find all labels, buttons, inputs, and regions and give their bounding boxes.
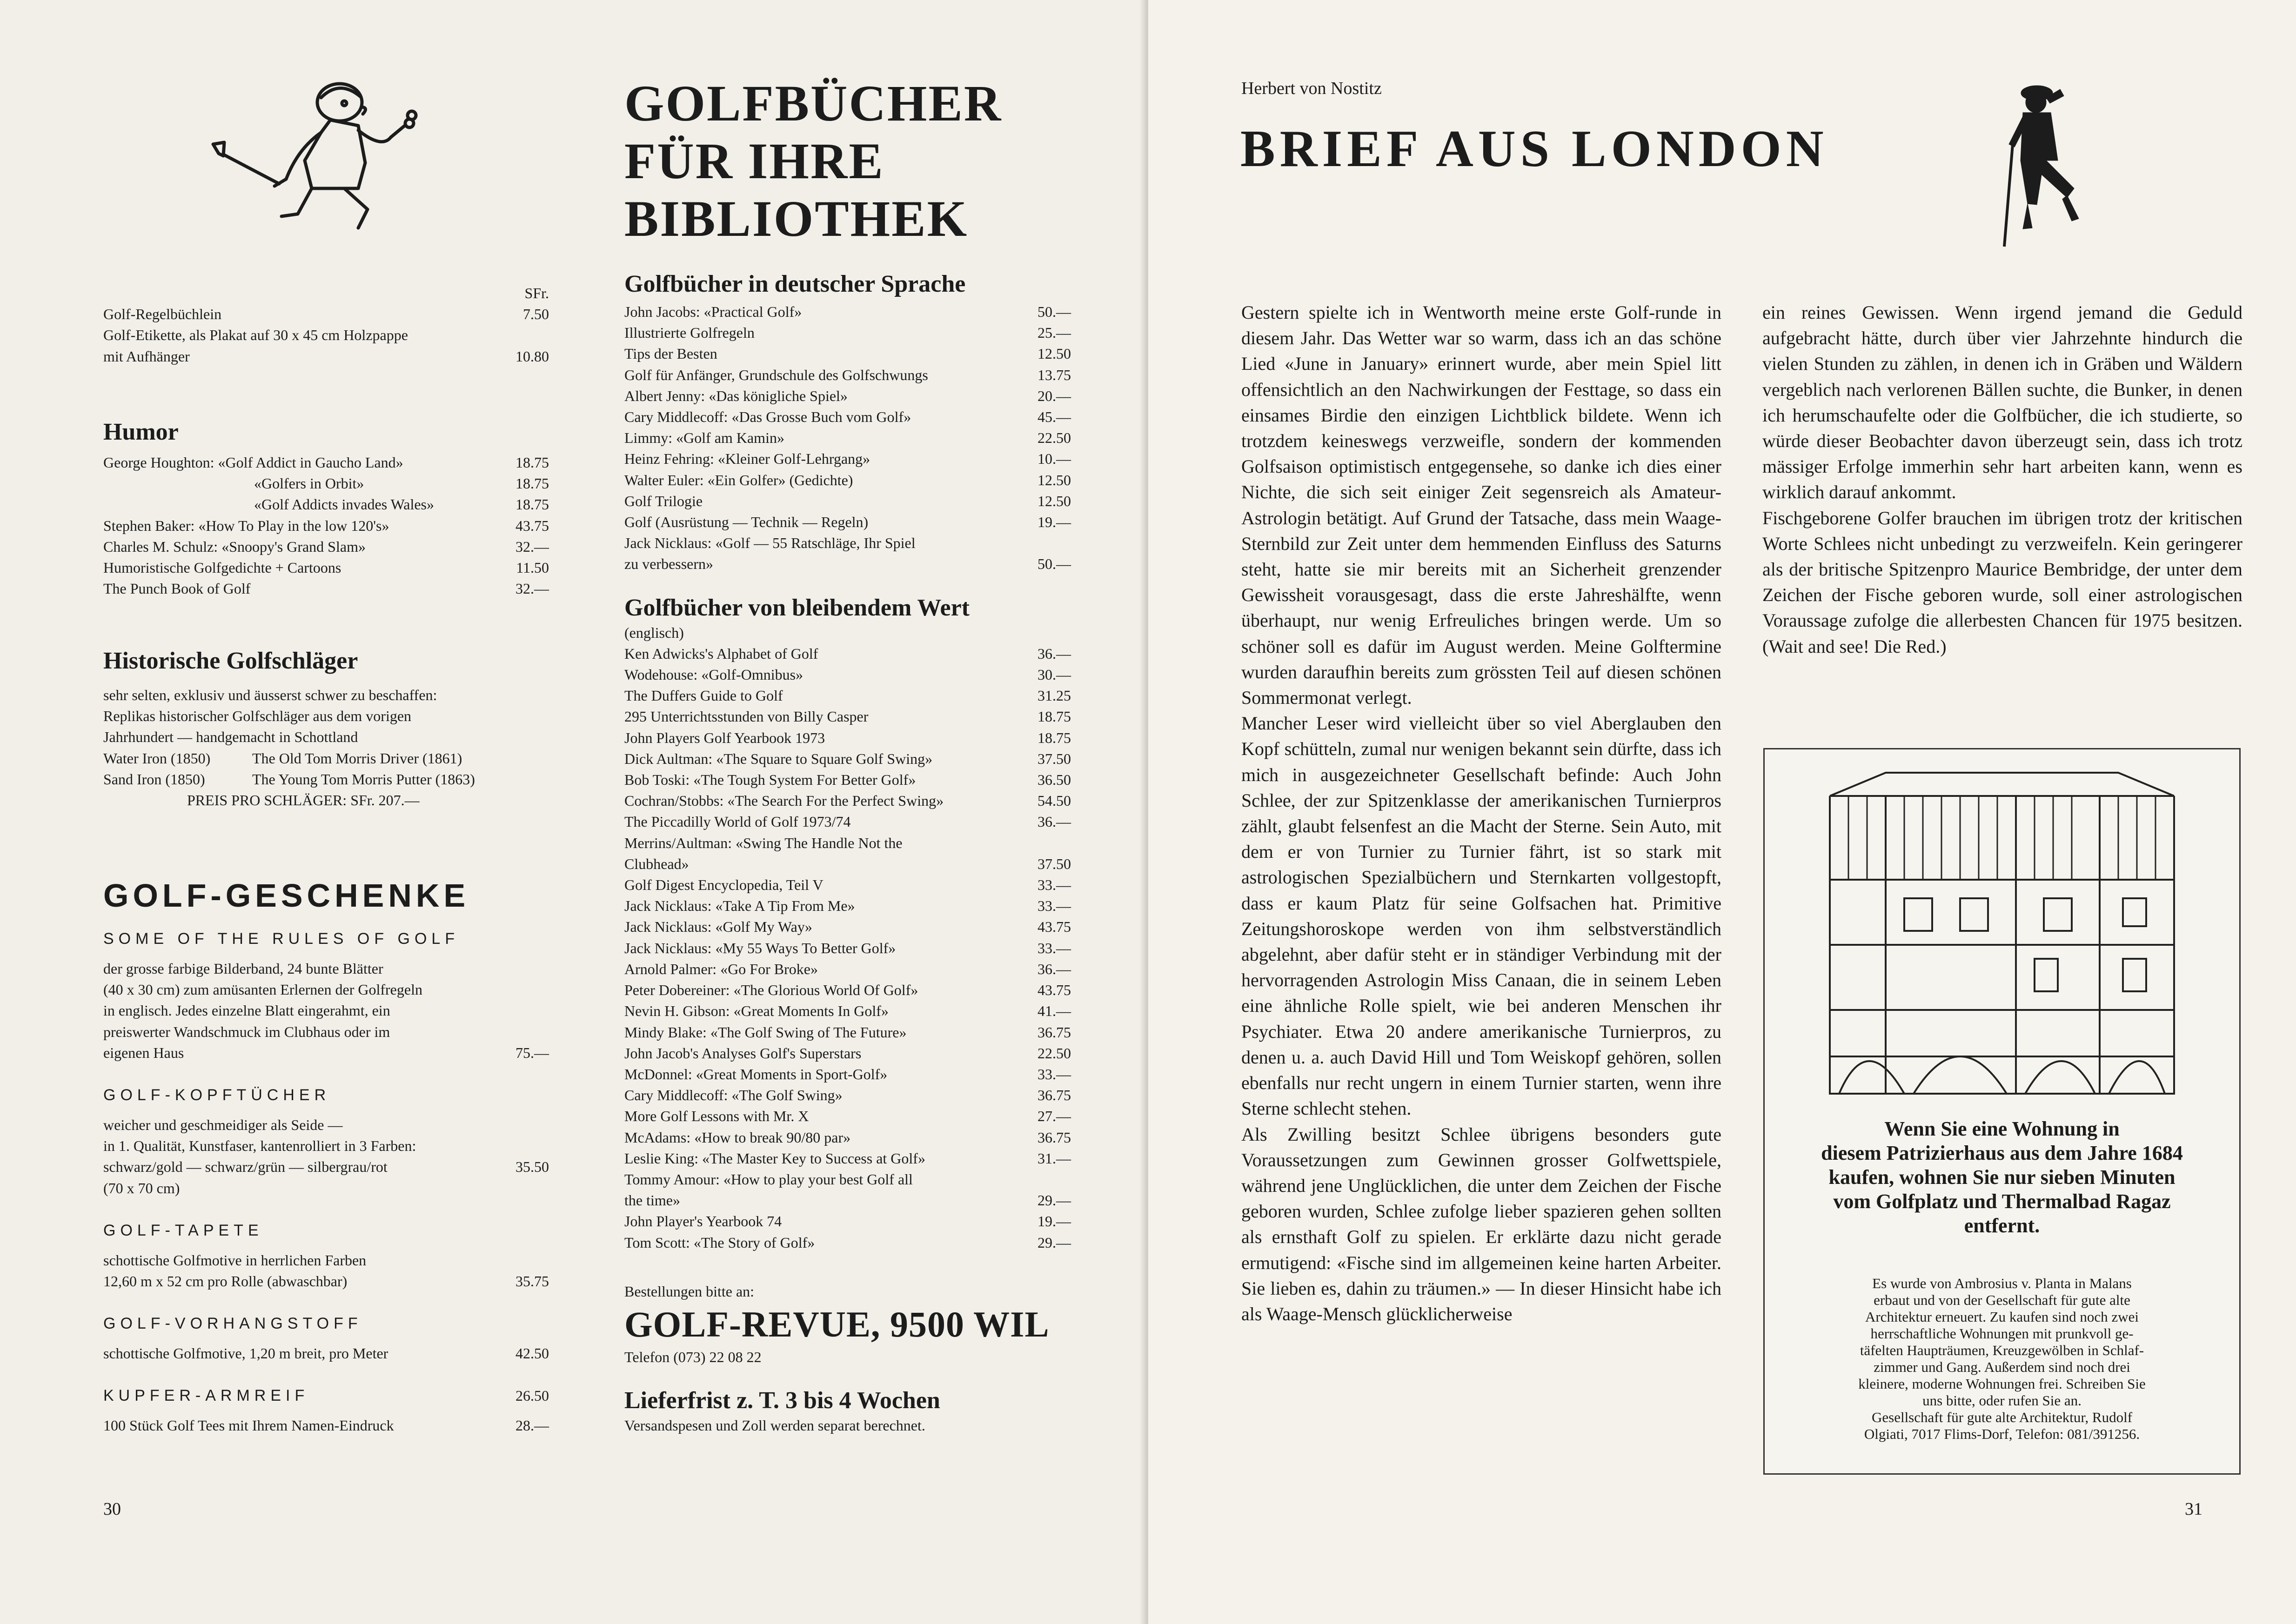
item-name: Cary Middlecoff: «The Golf Swing» bbox=[624, 1087, 843, 1104]
list-item bbox=[624, 790, 1071, 811]
page-number-right: 31 bbox=[2185, 1499, 2202, 1519]
list-item bbox=[624, 685, 1071, 706]
patrician-house-illustration bbox=[1821, 768, 2183, 1103]
item-price: 43.75 bbox=[1038, 982, 1071, 999]
text-line-row bbox=[103, 1271, 549, 1292]
list-item bbox=[624, 491, 1071, 512]
text-line: weicher und geschmeidiger als Seide — bbox=[103, 1116, 343, 1134]
item-price: 43.75 bbox=[1038, 918, 1071, 936]
item-price: 12.50 bbox=[1038, 492, 1071, 509]
item-price: 36.75 bbox=[1038, 1087, 1071, 1104]
text-line-row bbox=[103, 1000, 549, 1021]
item-price: 31.— bbox=[1038, 1149, 1071, 1167]
text-line: sehr selten, exklusiv und äusserst schwer zu beschaffen: bbox=[103, 687, 437, 703]
article-paragraph: ein reines Gewissen. Wenn irgend jemand die Geduld aufgebracht hätte, durch über vier Jahrzehnte hindurch die vielen Stunden zu zählen, in denen ich in Gräben und Wäldern vergeblich nach verlorenen Bällen suchte, die Bunker, in denen ich herumschaufelte oder die Golfbücher, die ich studierte, so würde dieser Beobachter davon überzeugt sein, dass ich trotz mässiger Erfolge immerhin sehr hart arbeiten kann, wenn es wirklich darauf ankommt. bbox=[1762, 302, 2242, 503]
order-label: Bestellungen bitte an: bbox=[624, 1283, 755, 1300]
item-price: 7.50 bbox=[523, 306, 549, 323]
item-price: 18.75 bbox=[1038, 729, 1071, 746]
ad-text bbox=[1765, 1275, 2239, 1443]
item-price: 33.— bbox=[1038, 1065, 1071, 1083]
item-price: 29.— bbox=[1038, 1192, 1071, 1209]
list-item bbox=[624, 428, 1071, 448]
list-item bbox=[624, 916, 1071, 937]
ad-headline-line: Wenn Sie eine Wohnung in bbox=[1884, 1117, 2120, 1140]
item-name: Merrins/Aultman: «Swing The Handle Not the bbox=[624, 834, 903, 851]
ad-text-line: täfelten Haupträumen, Kreuzgewölben in Schlaf- bbox=[1860, 1342, 2144, 1358]
item-name: Golf-Etikette, als Plakat auf 30 x 45 cm Holzpappe bbox=[103, 327, 408, 344]
order-name: GOLF-REVUE, 9500 WIL bbox=[624, 1303, 1050, 1344]
gifts-heading: GOLF-GESCHENKE bbox=[103, 877, 470, 914]
item-name: mit Aufhänger bbox=[103, 348, 190, 365]
page-number-left: 30 bbox=[103, 1499, 121, 1519]
text-line-row bbox=[103, 1178, 549, 1199]
list-item bbox=[103, 578, 549, 599]
item-name: Clubhead» bbox=[624, 855, 689, 872]
list-item bbox=[624, 365, 1071, 386]
item-name: Walter Euler: «Ein Golfer» (Gedichte) bbox=[624, 471, 853, 488]
kupfer-heading: KUPFER-ARMREIF bbox=[103, 1387, 309, 1405]
apartment-ad bbox=[1763, 748, 2241, 1475]
list-item bbox=[624, 512, 1071, 533]
item-price: 20.— bbox=[1038, 387, 1071, 404]
item-name: «Golf Addicts invades Wales» bbox=[254, 496, 434, 513]
item-price: 10.— bbox=[1038, 450, 1071, 468]
list-item bbox=[624, 896, 1071, 916]
item-name: Nevin H. Gibson: «Great Moments In Golf» bbox=[624, 1002, 889, 1020]
article-author: Herbert von Nostitz bbox=[1241, 79, 1382, 98]
item-name: More Golf Lessons with Mr. X bbox=[624, 1108, 809, 1125]
item-price: 18.75 bbox=[1038, 708, 1071, 725]
ad-headline-line: diesem Patrizierhaus aus dem Jahre 1684 bbox=[1821, 1142, 2183, 1164]
text-line-row bbox=[103, 1043, 549, 1063]
article-column-1 bbox=[1241, 300, 1721, 1327]
text-line: Jahrhundert — handgemacht in Schottland bbox=[103, 728, 358, 746]
ad-text-line: uns bitte, oder rufen Sie an. bbox=[1922, 1392, 2082, 1409]
club-right: The Old Tom Morris Driver (1861) bbox=[252, 749, 462, 767]
text-line: (40 x 30 cm) zum amüsanten Erlernen der Golfregeln bbox=[103, 981, 422, 998]
text-line: 12,60 m x 52 cm pro Rolle (abwaschbar) bbox=[103, 1273, 348, 1290]
ad-headline-line: entfernt. bbox=[1964, 1214, 2040, 1237]
item-name: Leslie King: «The Master Key to Success at Golf» bbox=[624, 1149, 925, 1167]
item-name: John Players Golf Yearbook 1973 bbox=[624, 729, 825, 746]
item-name: zu verbessern» bbox=[624, 555, 714, 573]
text-line-row bbox=[103, 979, 549, 1000]
list-item bbox=[624, 959, 1071, 980]
item-price: 43.75 bbox=[515, 517, 549, 534]
text-line-row bbox=[103, 1136, 549, 1156]
list-item bbox=[624, 322, 1071, 343]
item-price: 12.50 bbox=[1038, 345, 1071, 362]
item-name: 295 Unterrichtsstunden von Billy Casper bbox=[624, 708, 869, 725]
item-price: 19.— bbox=[1038, 1213, 1071, 1230]
item-name: Albert Jenny: «Das königliche Spiel» bbox=[624, 387, 848, 404]
item-name: The Duffers Guide to Golf bbox=[624, 687, 783, 704]
list-item bbox=[624, 343, 1071, 364]
item-price: 13.75 bbox=[1038, 366, 1071, 383]
item-name: The Piccadilly World of Golf 1973/74 bbox=[624, 813, 851, 830]
item-name: John Jacobs: «Practical Golf» bbox=[624, 303, 802, 320]
tapete-heading: GOLF-TAPETE bbox=[103, 1221, 263, 1239]
item-price: 36.— bbox=[1038, 813, 1071, 830]
list-item bbox=[624, 1190, 1071, 1211]
text-line: preiswerter Wandschmuck im Clubhaus oder im bbox=[103, 1023, 390, 1040]
item-name: Limmy: «Golf am Kamin» bbox=[624, 429, 784, 447]
item-name: Golf-Regelbüchlein bbox=[103, 306, 222, 323]
item-price: 29.— bbox=[1038, 1234, 1071, 1251]
item-price: 22.50 bbox=[1038, 1044, 1071, 1062]
ad-text-line: zimmer und Gang. Außerdem sind noch drei bbox=[1874, 1359, 2130, 1375]
vorhang-line: schottische Golfmotive, 1,20 m breit, pro Meter bbox=[103, 1345, 388, 1362]
ad-headline bbox=[1765, 1117, 2239, 1238]
item-name: Tips der Besten bbox=[624, 345, 717, 362]
item-name: John Player's Yearbook 74 bbox=[624, 1213, 782, 1230]
item-name: Stephen Baker: «How To Play in the low 120's» bbox=[103, 517, 389, 534]
text-line: schottische Golfmotive in herrlichen Farben bbox=[103, 1251, 367, 1269]
item-name: Arnold Palmer: «Go For Broke» bbox=[624, 960, 818, 977]
item-price: 22.50 bbox=[1038, 429, 1071, 447]
text-line: in englisch. Jedes einzelne Blatt eingerahmt, ein bbox=[103, 1002, 390, 1019]
item-price: 10.80 bbox=[515, 348, 549, 365]
article-paragraph: Als Zwilling besitzt Schlee übrigens besonders gute Voraussetzungen zum Gewinnen grosser Golfwettspiele, während jene Unglücklichen, die unter dem Zeichen der Fische geboren wurden, Schlee zufolge lieber spazieren gehen sollten als ernsthaft Golf zu spielen. Er erklärte dazu nicht gerade ermutigend: «Fische sind im allgemeinen keine harten Arbeiter. Sie lieben es, dahin zu träumen.» — In dieser Hinsicht habe ich als Waage-Mensch glücklicherweise bbox=[1241, 1123, 1721, 1324]
list-item bbox=[624, 1043, 1071, 1064]
lasting-books-heading: Golfbücher von bleibendem Wert bbox=[624, 594, 970, 621]
item-price: 36.75 bbox=[1038, 1023, 1071, 1041]
lasting-books-sub: (englisch) bbox=[624, 624, 684, 641]
list-item bbox=[103, 346, 549, 367]
books-title-line: BIBLIOTHEK bbox=[624, 190, 969, 247]
ad-text-line: Olgiati, 7017 Flims-Dorf, Telefon: 081/391256. bbox=[1864, 1426, 2140, 1442]
item-price: 50.— bbox=[1038, 303, 1071, 320]
ad-text-line: Architektur erneuert. Zu kaufen sind noch zwei bbox=[1865, 1309, 2139, 1325]
item-price: 30.— bbox=[1038, 666, 1071, 683]
list-item bbox=[624, 1001, 1071, 1022]
list-item bbox=[624, 854, 1071, 875]
list-item bbox=[103, 452, 549, 473]
item-price: 18.75 bbox=[515, 454, 549, 471]
item-price: 32.— bbox=[515, 538, 549, 555]
price-header: SFr. bbox=[524, 285, 549, 301]
item-name: Golf (Ausrüstung — Technik — Regeln) bbox=[624, 514, 869, 531]
item-name: Bob Toski: «The Tough System For Better Golf» bbox=[624, 771, 916, 789]
delivery-heading: Lieferfrist z. T. 3 bis 4 Wochen bbox=[624, 1387, 940, 1414]
list-item bbox=[624, 554, 1071, 575]
item-name: Golf Trilogie bbox=[624, 492, 703, 509]
article-title: BRIEF AUS LONDON bbox=[1240, 120, 1828, 178]
text-line: schwarz/gold — schwarz/grün — silbergrau/rot bbox=[103, 1158, 388, 1176]
text-line-row bbox=[103, 1156, 549, 1177]
list-item bbox=[624, 1022, 1071, 1043]
item-name: Jack Nicklaus: «Take A Tip From Me» bbox=[624, 897, 855, 915]
list-item bbox=[624, 386, 1071, 407]
list-item bbox=[103, 536, 549, 557]
item-name: Peter Dobereiner: «The Glorious World Of Golf» bbox=[624, 982, 918, 999]
list-item bbox=[103, 473, 549, 494]
item-price: 45.— bbox=[1038, 408, 1071, 426]
item-price: 31.25 bbox=[1038, 687, 1071, 704]
item-price: 36.50 bbox=[1038, 771, 1071, 789]
item-price: 35.50 bbox=[515, 1158, 549, 1176]
ad-headline-line: kaufen, wohnen Sie nur sieben Minuten bbox=[1828, 1166, 2176, 1189]
list-item bbox=[624, 1085, 1071, 1106]
club-left: Sand Iron (1850) bbox=[103, 770, 205, 788]
list-item bbox=[624, 1106, 1071, 1127]
order-phone: Telefon (073) 22 08 22 bbox=[624, 1348, 762, 1365]
list-item bbox=[624, 875, 1071, 896]
list-item bbox=[624, 470, 1071, 491]
item-price: 32.— bbox=[515, 580, 549, 597]
article-paragraph: Fischgeborene Golfer brauchen im übrigen trotz der kritischen Worte Schlees nicht unbedingt zu verzweifeln. Kein geringerer als der britische Spitzenpro Maurice Bembridge, der unter dem Zeichen der Fische geboren wurde, soll einer astrologischen Voraussage zufolge die allerbesten Chancen für 1975 besitzen. (Wait and see! Die Red.) bbox=[1762, 507, 2242, 657]
list-item bbox=[624, 749, 1071, 769]
item-name: Jack Nicklaus: «Golf — 55 Ratschläge, Ihr Spiel bbox=[624, 535, 916, 552]
item-name: Golf Digest Encyclopedia, Teil V bbox=[624, 876, 823, 894]
list-item bbox=[624, 533, 1071, 554]
list-item bbox=[103, 304, 549, 325]
item-name: Wodehouse: «Golf-Omnibus» bbox=[624, 666, 803, 683]
item-name: Jack Nicklaus: «My 55 Ways To Better Golf» bbox=[624, 939, 896, 956]
list-item bbox=[624, 938, 1071, 959]
text-line: in 1. Qualität, Kunstfaser, kantenrolliert in 3 Farben: bbox=[103, 1137, 416, 1155]
list-item bbox=[624, 301, 1071, 322]
item-name: Tom Scott: «The Story of Golf» bbox=[624, 1234, 815, 1251]
club-row bbox=[103, 769, 549, 790]
item-name: Tommy Amour: «How to play your best Golf all bbox=[624, 1170, 913, 1188]
list-item bbox=[624, 1127, 1071, 1148]
list-item bbox=[624, 833, 1071, 854]
text-line: Replikas historischer Golfschläger aus dem vorigen bbox=[103, 708, 412, 725]
club-row bbox=[103, 748, 549, 769]
item-price: 19.— bbox=[1038, 514, 1071, 531]
books-title-line: FÜR IHRE bbox=[624, 133, 884, 189]
ad-headline-line: vom Golfplatz und Thermalbad Ragaz bbox=[1833, 1190, 2171, 1213]
ad-text-line: kleinere, moderne Wohnungen frei. Schreiben Sie bbox=[1858, 1376, 2146, 1392]
text-line-row bbox=[103, 1250, 549, 1271]
list-item bbox=[624, 728, 1071, 749]
list-item bbox=[624, 1169, 1071, 1190]
list-item bbox=[103, 494, 549, 515]
tees-line: 100 Stück Golf Tees mit Ihrem Namen-Eindruck bbox=[103, 1417, 394, 1434]
item-name: Charles M. Schulz: «Snoopy's Grand Slam» bbox=[103, 538, 366, 555]
club-left: Water Iron (1850) bbox=[103, 749, 211, 767]
top-items bbox=[103, 283, 549, 367]
item-price: 36.75 bbox=[1038, 1129, 1071, 1146]
item-price: 33.— bbox=[1038, 876, 1071, 894]
historic-price-line: PREIS PRO SCHLÄGER: SFr. 207.— bbox=[187, 792, 420, 809]
list-item bbox=[624, 769, 1071, 790]
item-name: McAdams: «How to break 90/80 par» bbox=[624, 1129, 851, 1146]
text-line-row bbox=[103, 1022, 549, 1043]
item-price: 50.— bbox=[1038, 555, 1071, 573]
rules-heading: SOME OF THE RULES OF GOLF bbox=[103, 930, 460, 948]
item-name: The Punch Book of Golf bbox=[103, 580, 251, 597]
item-name: Ken Adwicks's Alphabet of Golf bbox=[624, 645, 818, 662]
item-name: McDonnel: «Great Moments in Sport-Golf» bbox=[624, 1065, 888, 1083]
gifts-section bbox=[103, 875, 549, 1437]
vorhang-heading: GOLF-VORHANGSTOFF bbox=[103, 1315, 362, 1333]
item-price: 33.— bbox=[1038, 897, 1071, 915]
item-name: Cochran/Stobbs: «The Search For the Perfect Swing» bbox=[624, 792, 944, 809]
list-item bbox=[624, 407, 1071, 428]
item-name: Dick Aultman: «The Square to Square Golf Swing» bbox=[624, 750, 933, 767]
humor-heading: Humor bbox=[103, 419, 179, 445]
ad-text-line: Gesellschaft für gute alte Architektur, Rudolf bbox=[1871, 1409, 2133, 1425]
item-price: 41.— bbox=[1038, 1002, 1071, 1020]
item-price: 37.50 bbox=[1038, 750, 1071, 767]
article-paragraph: Mancher Leser wird vielleicht über so viel Aberglauben den Kopf schütteln, zumal nur wenigen bekannt sein dürfte, dass ich mich in ausgezeichneter Gesellschaft befinde: Auch John Schlee, der zur Spitzenklasse der amerikanischen Turnierpros zählt, glaubt felsenfest an die Macht der Sterne. Sein Auto, mit dem er von Turnier zu Turnier fährt, ist so stark mit astrologischen Spezialbüchern und Sternkarten vollgestopft, dass er kaum Platz für seine Golfsachen hat. Primitive Zeitungshoroskope werden von ihm selbstverständlich abgelehnt, aber dafür steht er in ständiger Verbindung mit der hervorragenden Astrologin Miss Canaan, die in seinem Leben eine ähnliche Rolle spielt, wie bei anderen Menschen ihr Psychiater. Etwa 20 andere amerikanische Turnierpros, zu denen u. a. auch David Hill und Tom Weiskopf gehören, sollen ebenfalls nur recht ungern in einem Turnier starten, wenn ihre Sterne schlecht stehen. bbox=[1241, 713, 1721, 1119]
item-name: «Golfers in Orbit» bbox=[254, 475, 364, 492]
item-name: Jack Nicklaus: «Golf My Way» bbox=[624, 918, 812, 936]
ad-text-line: herrschaftliche Wohnungen mit prunkvoll ge- bbox=[1870, 1325, 2134, 1342]
item-name: Heinz Fehring: «Kleiner Golf-Lehrgang» bbox=[624, 450, 870, 468]
vorhang-price: 42.50 bbox=[515, 1345, 549, 1362]
item-name: Mindy Blake: «The Golf Swing of The Future» bbox=[624, 1023, 907, 1041]
humor-section bbox=[103, 418, 549, 599]
cartoon-golfer-illustration bbox=[205, 74, 447, 233]
text-line: eigenen Haus bbox=[103, 1044, 184, 1061]
text-line-row bbox=[103, 1115, 549, 1136]
kupfer-price: 26.50 bbox=[515, 1387, 549, 1404]
books-column bbox=[624, 74, 1071, 1436]
item-name: Cary Middlecoff: «Das Grosse Buch vom Golf» bbox=[624, 408, 911, 426]
list-item bbox=[103, 515, 549, 536]
list-item bbox=[624, 643, 1071, 664]
books-title-line: GOLFBÜCHER bbox=[624, 75, 1003, 132]
list-item bbox=[103, 557, 549, 578]
right-page bbox=[1148, 0, 2296, 1624]
list-item bbox=[624, 1211, 1071, 1232]
ad-text-line: erbaut und von der Gesellschaft für gute alte bbox=[1874, 1292, 2130, 1308]
german-books-heading: Golfbücher in deutscher Sprache bbox=[624, 271, 966, 297]
list-item bbox=[103, 325, 549, 346]
delivery-note: Versandspesen und Zoll werden separat berechnet. bbox=[624, 1417, 925, 1434]
item-price: 35.75 bbox=[515, 1273, 549, 1290]
item-name: George Houghton: «Golf Addict in Gaucho Land» bbox=[103, 454, 403, 471]
item-name: Illustrierte Golfregeln bbox=[624, 324, 755, 341]
item-price: 18.75 bbox=[515, 496, 549, 513]
article-paragraph: Gestern spielte ich in Wentworth meine erste Golf-runde in diesem Jahr. Das Wetter war so warm, dass ich an das schöne Lied «June in January» erinnert wurde, aber mein Spiel litt offensichtlich an den Nachwirkungen der Festtage, so dass ein einsames Birdie den einzigen Lichtblick bildete. Wenn ich trotzdem keineswegs verzweifle, sondern der kommenden Golfsaison optimistisch entgegensehe, so danke ich dies einer Nichte, die sich seit einiger Zeit segensreich als Amateur-Astrologin betätigt. Auf Grund der Tatsache, dass mein Waage-Sternbild zur Zeit unter dem hemmenden Einfluss des Saturns steht, hatte sie mir bereits mit an Sicherheit grenzender Gewissheit vorausgesagt, dass die erste Jahreshälfte, wenn überhaupt, nur wenig Erfreuliches bringen werde. Um so schöner soll es dafür im August werden. Meine Golftermine wurden daraufhin bereits zum grössten Teil auf diesen schönen Sommermonat verlegt. bbox=[1241, 302, 1721, 708]
item-price: 27.— bbox=[1038, 1108, 1071, 1125]
list-item bbox=[624, 811, 1071, 832]
ad-text-line: Es wurde von Ambrosius v. Planta in Malans bbox=[1872, 1275, 2132, 1291]
item-price: 37.50 bbox=[1038, 855, 1071, 872]
golfer-figure-illustration bbox=[1976, 79, 2125, 265]
club-right: The Young Tom Morris Putter (1863) bbox=[252, 770, 475, 788]
item-price: 18.75 bbox=[515, 475, 549, 492]
item-price: 36.— bbox=[1038, 960, 1071, 977]
item-name: Golf für Anfänger, Grundschule des Golfschwungs bbox=[624, 366, 928, 383]
list-item bbox=[624, 1064, 1071, 1085]
list-item bbox=[624, 664, 1071, 685]
item-price: 36.— bbox=[1038, 645, 1071, 662]
list-item bbox=[624, 980, 1071, 1001]
list-item bbox=[624, 1148, 1071, 1169]
text-line: (70 x 70 cm) bbox=[103, 1179, 180, 1196]
article-column-2 bbox=[1762, 300, 2242, 659]
item-price: 75.— bbox=[515, 1044, 549, 1061]
item-price: 54.50 bbox=[1038, 792, 1071, 809]
list-item bbox=[624, 448, 1071, 469]
item-price: 25.— bbox=[1038, 324, 1071, 341]
list-item bbox=[624, 706, 1071, 727]
text-line: der grosse farbige Bilderband, 24 bunte Blätter bbox=[103, 960, 383, 977]
item-name: John Jacob's Analyses Golf's Superstars bbox=[624, 1044, 862, 1062]
item-price: 33.— bbox=[1038, 939, 1071, 956]
item-name: the time» bbox=[624, 1192, 680, 1209]
item-name: Humoristische Golfgedichte + Cartoons bbox=[103, 559, 341, 576]
list-item bbox=[624, 1232, 1071, 1253]
item-price: 12.50 bbox=[1038, 471, 1071, 488]
text-line-row bbox=[103, 958, 549, 979]
historic-heading: Historische Golfschläger bbox=[103, 648, 358, 674]
kopf-heading: GOLF-KOPFTÜCHER bbox=[103, 1086, 331, 1104]
tees-price: 28.— bbox=[515, 1417, 549, 1434]
item-price: 11.50 bbox=[516, 559, 549, 576]
historic-section bbox=[103, 647, 549, 811]
